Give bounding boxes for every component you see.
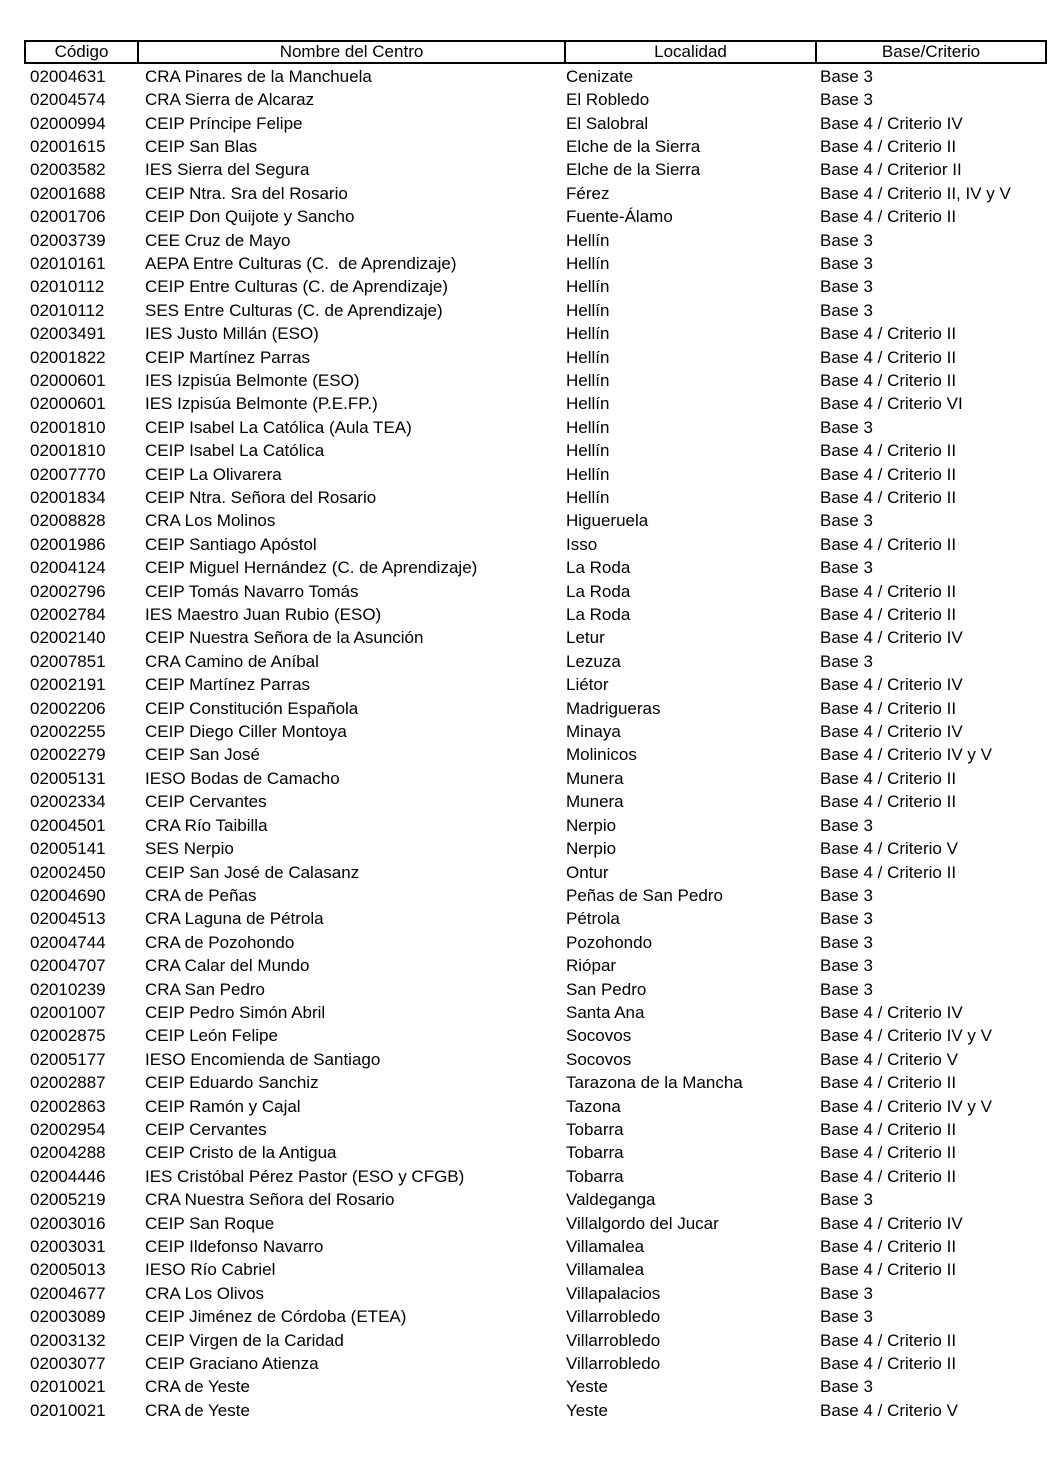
cell-base-criterio: Base 4 / Criterio II bbox=[820, 488, 957, 508]
cell-nombre-del-centro: IES Izpisúa Belmonte (P.E.FP.) bbox=[145, 394, 378, 414]
cell-base-criterio: Base 4 / Criterio II bbox=[820, 347, 957, 367]
cell-nombre-del-centro: CEIP Graciano Atienza bbox=[145, 1354, 319, 1374]
centers-table bbox=[24, 40, 1047, 1423]
table-row bbox=[24, 1071, 1047, 1094]
cell-codigo: 02001810 bbox=[30, 441, 106, 461]
cell-nombre-del-centro: AEPA Entre Culturas (C. de Aprendizaje) bbox=[145, 253, 457, 273]
cell-nombre-del-centro: CEIP Príncipe Felipe bbox=[145, 113, 303, 133]
table-header-row bbox=[24, 40, 1047, 64]
cell-nombre-del-centro: CEIP Martínez Parras bbox=[145, 675, 311, 695]
cell-base-criterio: Base 3 bbox=[820, 66, 873, 86]
table-row bbox=[24, 393, 1047, 416]
table-row bbox=[24, 346, 1047, 369]
cell-nombre-del-centro: IES Justo Millán (ESO) bbox=[145, 324, 319, 344]
cell-localidad: Pozohondo bbox=[566, 932, 653, 952]
cell-base-criterio: Base 3 bbox=[820, 1283, 873, 1303]
cell-codigo: 02002191 bbox=[30, 675, 106, 695]
cell-codigo: 02002887 bbox=[30, 1073, 106, 1093]
cell-nombre-del-centro: IESO Encomienda de Santiago bbox=[145, 1049, 381, 1069]
table-row bbox=[24, 954, 1047, 977]
cell-codigo: 02005141 bbox=[30, 839, 106, 859]
table-row bbox=[24, 931, 1047, 954]
cell-nombre-del-centro: CRA Calar del Mundo bbox=[145, 956, 310, 976]
cell-codigo: 02002875 bbox=[30, 1026, 106, 1046]
table-row bbox=[24, 627, 1047, 650]
cell-localidad: Hellín bbox=[566, 441, 610, 461]
table-row bbox=[24, 978, 1047, 1001]
cell-localidad: Liétor bbox=[566, 675, 609, 695]
cell-base-criterio: Base 4 / Criterio II bbox=[820, 1237, 957, 1257]
cell-nombre-del-centro: CEIP Miguel Hernández (C. de Aprendizaje) bbox=[145, 558, 478, 578]
cell-base-criterio: Base 4 / Criterio II bbox=[820, 324, 957, 344]
cell-nombre-del-centro: CEIP San José de Calasanz bbox=[145, 862, 360, 882]
cell-base-criterio: Base 4 / Criterio II bbox=[820, 1143, 957, 1163]
cell-codigo: 02002206 bbox=[30, 698, 106, 718]
cell-localidad: Hellín bbox=[566, 488, 610, 508]
cell-base-criterio: Base 4 / Criterio II bbox=[820, 441, 957, 461]
cell-nombre-del-centro: SES Entre Culturas (C. de Aprendizaje) bbox=[145, 300, 443, 320]
table-row bbox=[24, 369, 1047, 392]
cell-codigo: 02003739 bbox=[30, 230, 106, 250]
cell-base-criterio: Base 4 / Criterio IV bbox=[820, 628, 963, 648]
cell-localidad: Villarrobledo bbox=[566, 1307, 661, 1327]
table-row bbox=[24, 322, 1047, 345]
cell-nombre-del-centro: IES Izpisúa Belmonte (ESO) bbox=[145, 370, 360, 390]
cell-nombre-del-centro: CEIP Pedro Simón Abril bbox=[145, 1002, 326, 1022]
cell-base-criterio: Base 4 / Criterio IV bbox=[820, 1213, 963, 1233]
table-row bbox=[24, 674, 1047, 697]
cell-nombre-del-centro: CRA de Pozohondo bbox=[145, 932, 295, 952]
cell-codigo: 02003582 bbox=[30, 160, 106, 180]
cell-localidad: Hellín bbox=[566, 370, 610, 390]
cell-base-criterio: Base 4 / Criterio IV bbox=[820, 113, 963, 133]
cell-base-criterio: Base 4 / Criterio IV y V bbox=[820, 1026, 992, 1046]
cell-localidad: Socovos bbox=[566, 1026, 632, 1046]
table-row bbox=[24, 1165, 1047, 1188]
cell-base-criterio: Base 3 bbox=[820, 1307, 873, 1327]
cell-nombre-del-centro: CEIP Ntra. Sra del Rosario bbox=[145, 183, 348, 203]
cell-codigo: 02004744 bbox=[30, 932, 106, 952]
cell-nombre-del-centro: CRA San Pedro bbox=[145, 979, 266, 999]
cell-base-criterio: Base 4 / Criterio II bbox=[820, 534, 957, 554]
cell-localidad: El Robledo bbox=[566, 90, 650, 110]
cell-localidad: Madrigueras bbox=[566, 698, 661, 718]
cell-nombre-del-centro: SES Nerpio bbox=[145, 839, 234, 859]
cell-localidad: Peñas de San Pedro bbox=[566, 885, 723, 905]
cell-localidad: Tarazona de la Mancha bbox=[566, 1073, 743, 1093]
cell-nombre-del-centro: CEIP Eduardo Sanchiz bbox=[145, 1073, 319, 1093]
cell-localidad: Villamalea bbox=[566, 1260, 645, 1280]
cell-codigo: 02003077 bbox=[30, 1354, 106, 1374]
cell-base-criterio: Base 4 / Criterio II bbox=[820, 207, 957, 227]
cell-base-criterio: Base 4 / Criterio II bbox=[820, 605, 957, 625]
table-row bbox=[24, 650, 1047, 673]
cell-localidad: Férez bbox=[566, 183, 610, 203]
cell-base-criterio: Base 3 bbox=[820, 651, 873, 671]
cell-base-criterio: Base 3 bbox=[820, 956, 873, 976]
cell-nombre-del-centro: CEIP Constitución Española bbox=[145, 698, 359, 718]
cell-codigo: 02005219 bbox=[30, 1190, 106, 1210]
table-row bbox=[24, 1352, 1047, 1375]
cell-localidad: Munera bbox=[566, 768, 624, 788]
cell-localidad: La Roda bbox=[566, 605, 631, 625]
cell-codigo: 02004690 bbox=[30, 885, 106, 905]
cell-codigo: 02004501 bbox=[30, 815, 106, 835]
cell-codigo: 02001822 bbox=[30, 347, 106, 367]
cell-codigo: 02010021 bbox=[30, 1377, 106, 1397]
cell-localidad: La Roda bbox=[566, 581, 631, 601]
table-row bbox=[24, 1235, 1047, 1258]
cell-localidad: Nerpio bbox=[566, 839, 617, 859]
cell-base-criterio: Base 4 / Criterio II bbox=[820, 1260, 957, 1280]
cell-codigo: 02001986 bbox=[30, 534, 106, 554]
cell-nombre-del-centro: CRA Camino de Aníbal bbox=[145, 651, 319, 671]
header-localidad: Localidad bbox=[566, 42, 817, 62]
cell-base-criterio: Base 4 / Criterio II bbox=[820, 370, 957, 390]
cell-localidad: Villarrobledo bbox=[566, 1330, 661, 1350]
cell-base-criterio: Base 4 / Criterio II bbox=[820, 1119, 957, 1139]
cell-nombre-del-centro: CEIP Martínez Parras bbox=[145, 347, 311, 367]
table-row bbox=[24, 252, 1047, 275]
cell-base-criterio: Base 4 / Criterio II bbox=[820, 464, 957, 484]
table-row bbox=[24, 299, 1047, 322]
cell-nombre-del-centro: IES Maestro Juan Rubio (ESO) bbox=[145, 605, 382, 625]
table-body bbox=[24, 64, 1047, 1423]
header-codigo: Código bbox=[26, 42, 139, 62]
cell-base-criterio: Base 3 bbox=[820, 511, 873, 531]
cell-localidad: Elche de la Sierra bbox=[566, 160, 701, 180]
cell-codigo: 02004574 bbox=[30, 90, 106, 110]
cell-localidad: Tobarra bbox=[566, 1143, 624, 1163]
table-row bbox=[24, 767, 1047, 790]
cell-base-criterio: Base 4 / Criterio V bbox=[820, 1049, 958, 1069]
cell-localidad: Hellín bbox=[566, 464, 610, 484]
cell-base-criterio: Base 4 / Criterio II bbox=[820, 1073, 957, 1093]
cell-base-criterio: Base 4 / Criterio II bbox=[820, 768, 957, 788]
cell-nombre-del-centro: IES Cristóbal Pérez Pastor (ESO y CFGB) bbox=[145, 1166, 465, 1186]
cell-codigo: 02000601 bbox=[30, 394, 106, 414]
cell-nombre-del-centro: CEIP Ntra. Señora del Rosario bbox=[145, 488, 377, 508]
cell-nombre-del-centro: CEIP Tomás Navarro Tomás bbox=[145, 581, 359, 601]
cell-nombre-del-centro: CRA Nuestra Señora del Rosario bbox=[145, 1190, 395, 1210]
cell-nombre-del-centro: CRA Laguna de Pétrola bbox=[145, 909, 324, 929]
cell-base-criterio: Base 4 / Criterio II bbox=[820, 136, 957, 156]
cell-codigo: 02004631 bbox=[30, 66, 106, 86]
cell-base-criterio: Base 3 bbox=[820, 1377, 873, 1397]
cell-nombre-del-centro: CEIP Cervantes bbox=[145, 1119, 267, 1139]
table-row bbox=[24, 1048, 1047, 1071]
cell-nombre-del-centro: CEIP Santiago Apóstol bbox=[145, 534, 317, 554]
table-row bbox=[24, 1306, 1047, 1329]
cell-base-criterio: Base 4 / Criterio IV y V bbox=[820, 1096, 992, 1116]
table-row bbox=[24, 416, 1047, 439]
cell-nombre-del-centro: CEIP La Olivarera bbox=[145, 464, 282, 484]
cell-localidad: Munera bbox=[566, 792, 624, 812]
cell-localidad: Socovos bbox=[566, 1049, 632, 1069]
cell-base-criterio: Base 4 / Criterio IV bbox=[820, 675, 963, 695]
cell-codigo: 02000994 bbox=[30, 113, 106, 133]
table-row bbox=[24, 1259, 1047, 1282]
table-row bbox=[24, 533, 1047, 556]
cell-nombre-del-centro: CEIP Don Quijote y Sancho bbox=[145, 207, 355, 227]
cell-localidad: Cenizate bbox=[566, 66, 634, 86]
cell-codigo: 02003089 bbox=[30, 1307, 106, 1327]
table-row bbox=[24, 1282, 1047, 1305]
cell-codigo: 02001810 bbox=[30, 417, 106, 437]
cell-localidad: Hellín bbox=[566, 300, 610, 320]
cell-base-criterio: Base 4 / Criterio II bbox=[820, 1166, 957, 1186]
table-row bbox=[24, 1399, 1047, 1422]
cell-localidad: Hellín bbox=[566, 394, 610, 414]
table-row bbox=[24, 159, 1047, 182]
cell-base-criterio: Base 3 bbox=[820, 932, 873, 952]
table-row bbox=[24, 814, 1047, 837]
table-row bbox=[24, 88, 1047, 111]
cell-codigo: 02002279 bbox=[30, 745, 106, 765]
table-row bbox=[24, 1095, 1047, 1118]
table-row bbox=[24, 112, 1047, 135]
table-row bbox=[24, 580, 1047, 603]
table-row bbox=[24, 1376, 1047, 1399]
cell-localidad: Hellín bbox=[566, 347, 610, 367]
table-row bbox=[24, 276, 1047, 299]
cell-localidad: Tobarra bbox=[566, 1119, 624, 1139]
cell-localidad: Villarrobledo bbox=[566, 1354, 661, 1374]
cell-localidad: Villamalea bbox=[566, 1237, 645, 1257]
cell-localidad: Ontur bbox=[566, 862, 609, 882]
cell-base-criterio: Base 3 bbox=[820, 815, 873, 835]
table-row bbox=[24, 1118, 1047, 1141]
cell-localidad: Isso bbox=[566, 534, 598, 554]
cell-localidad: El Salobral bbox=[566, 113, 649, 133]
cell-localidad: Hellín bbox=[566, 324, 610, 344]
table-row bbox=[24, 1329, 1047, 1352]
table-row bbox=[24, 837, 1047, 860]
table-row bbox=[24, 1142, 1047, 1165]
cell-codigo: 02010161 bbox=[30, 253, 106, 273]
cell-codigo: 02008828 bbox=[30, 511, 106, 531]
cell-base-criterio: Base 4 / Criterio II bbox=[820, 581, 957, 601]
cell-base-criterio: Base 3 bbox=[820, 417, 873, 437]
cell-localidad: Fuente-Álamo bbox=[566, 207, 673, 227]
cell-codigo: 02005177 bbox=[30, 1049, 106, 1069]
cell-codigo: 02003031 bbox=[30, 1237, 106, 1257]
cell-base-criterio: Base 4 / Criterio II bbox=[820, 862, 957, 882]
cell-nombre-del-centro: IES Sierra del Segura bbox=[145, 160, 310, 180]
cell-codigo: 02004707 bbox=[30, 956, 106, 976]
cell-nombre-del-centro: CRA Los Molinos bbox=[145, 511, 276, 531]
cell-localidad: Tobarra bbox=[566, 1166, 624, 1186]
cell-localidad: Villalgordo del Jucar bbox=[566, 1213, 719, 1233]
cell-localidad: Hellín bbox=[566, 277, 610, 297]
table-row bbox=[24, 440, 1047, 463]
cell-codigo: 02002954 bbox=[30, 1119, 106, 1139]
cell-base-criterio: Base 4 / Criterio IV bbox=[820, 1002, 963, 1022]
cell-base-criterio: Base 3 bbox=[820, 230, 873, 250]
cell-localidad: Villapalacios bbox=[566, 1283, 661, 1303]
cell-codigo: 02002796 bbox=[30, 581, 106, 601]
cell-codigo: 02004124 bbox=[30, 558, 106, 578]
cell-base-criterio: Base 4 / Criterio V bbox=[820, 839, 958, 859]
cell-nombre-del-centro: CEIP Cristo de la Antigua bbox=[145, 1143, 337, 1163]
cell-codigo: 02002255 bbox=[30, 722, 106, 742]
cell-base-criterio: Base 4 / Criterio II bbox=[820, 1354, 957, 1374]
cell-base-criterio: Base 3 bbox=[820, 277, 873, 297]
cell-nombre-del-centro: CEIP Entre Culturas (C. de Aprendizaje) bbox=[145, 277, 448, 297]
cell-localidad: Yeste bbox=[566, 1377, 608, 1397]
cell-base-criterio: Base 3 bbox=[820, 909, 873, 929]
cell-localidad: Yeste bbox=[566, 1400, 608, 1420]
cell-localidad: Pétrola bbox=[566, 909, 620, 929]
table-row bbox=[24, 744, 1047, 767]
cell-codigo: 02010112 bbox=[30, 277, 105, 297]
cell-codigo: 02010021 bbox=[30, 1400, 106, 1420]
table-row bbox=[24, 486, 1047, 509]
cell-codigo: 02002140 bbox=[30, 628, 106, 648]
cell-nombre-del-centro: CEE Cruz de Mayo bbox=[145, 230, 291, 250]
cell-base-criterio: Base 3 bbox=[820, 979, 873, 999]
cell-nombre-del-centro: CEIP Isabel La Católica bbox=[145, 441, 325, 461]
cell-nombre-del-centro: CRA Río Taibilla bbox=[145, 815, 268, 835]
cell-nombre-del-centro: CEIP Diego Ciller Montoya bbox=[145, 722, 347, 742]
cell-base-criterio: Base 4 / Criterio II, IV y V bbox=[820, 183, 1011, 203]
cell-nombre-del-centro: CEIP Nuestra Señora de la Asunción bbox=[145, 628, 424, 648]
cell-base-criterio: Base 4 / Criterio II bbox=[820, 1330, 957, 1350]
cell-codigo: 02002863 bbox=[30, 1096, 106, 1116]
cell-localidad: Letur bbox=[566, 628, 605, 648]
cell-codigo: 02002784 bbox=[30, 605, 106, 625]
table-row bbox=[24, 884, 1047, 907]
cell-localidad: Nerpio bbox=[566, 815, 617, 835]
cell-localidad: Santa Ana bbox=[566, 1002, 645, 1022]
cell-nombre-del-centro: CEIP Ildefonso Navarro bbox=[145, 1237, 324, 1257]
cell-localidad: Tazona bbox=[566, 1096, 621, 1116]
table-row bbox=[24, 1001, 1047, 1024]
cell-base-criterio: Base 3 bbox=[820, 1190, 873, 1210]
table-row bbox=[24, 557, 1047, 580]
cell-codigo: 02002450 bbox=[30, 862, 106, 882]
cell-codigo: 02001615 bbox=[30, 136, 106, 156]
cell-localidad: Elche de la Sierra bbox=[566, 136, 701, 156]
cell-localidad: Riópar bbox=[566, 956, 617, 976]
cell-base-criterio: Base 3 bbox=[820, 885, 873, 905]
cell-codigo: 02007851 bbox=[30, 651, 106, 671]
table-row bbox=[24, 697, 1047, 720]
cell-base-criterio: Base 4 / Criterio II bbox=[820, 792, 957, 812]
cell-nombre-del-centro: CEIP Cervantes bbox=[145, 792, 267, 812]
cell-nombre-del-centro: CRA de Yeste bbox=[145, 1377, 250, 1397]
table-row bbox=[24, 463, 1047, 486]
cell-nombre-del-centro: CRA de Yeste bbox=[145, 1400, 250, 1420]
cell-codigo: 02001834 bbox=[30, 488, 106, 508]
cell-codigo: 02003016 bbox=[30, 1213, 106, 1233]
cell-base-criterio: Base 3 bbox=[820, 300, 873, 320]
cell-localidad: La Roda bbox=[566, 558, 631, 578]
table-row bbox=[24, 720, 1047, 743]
cell-localidad: Minaya bbox=[566, 722, 621, 742]
table-row bbox=[24, 1189, 1047, 1212]
cell-base-criterio: Base 4 / Criterio V bbox=[820, 1400, 958, 1420]
cell-base-criterio: Base 3 bbox=[820, 558, 873, 578]
cell-codigo: 02004446 bbox=[30, 1166, 106, 1186]
cell-nombre-del-centro: CRA Sierra de Alcaraz bbox=[145, 90, 315, 110]
cell-nombre-del-centro: CEIP Ramón y Cajal bbox=[145, 1096, 301, 1116]
cell-codigo: 02000601 bbox=[30, 370, 106, 390]
cell-localidad: San Pedro bbox=[566, 979, 647, 999]
cell-codigo: 02003132 bbox=[30, 1330, 106, 1350]
cell-base-criterio: Base 4 / Criterio VI bbox=[820, 394, 963, 414]
cell-codigo: 02005131 bbox=[30, 768, 106, 788]
cell-nombre-del-centro: CEIP San Blas bbox=[145, 136, 258, 156]
table-row bbox=[24, 65, 1047, 88]
table-row bbox=[24, 510, 1047, 533]
cell-nombre-del-centro: IESO Río Cabriel bbox=[145, 1260, 276, 1280]
cell-codigo: 02004288 bbox=[30, 1143, 106, 1163]
cell-codigo: 02003491 bbox=[30, 324, 106, 344]
cell-codigo: 02007770 bbox=[30, 464, 106, 484]
cell-codigo: 02010239 bbox=[30, 979, 106, 999]
table-row bbox=[24, 182, 1047, 205]
cell-base-criterio: Base 3 bbox=[820, 90, 873, 110]
table-row bbox=[24, 603, 1047, 626]
cell-base-criterio: Base 4 / Criterio II bbox=[820, 698, 957, 718]
cell-nombre-del-centro: CEIP Jiménez de Córdoba (ETEA) bbox=[145, 1307, 407, 1327]
cell-base-criterio: Base 4 / Criterio IV y V bbox=[820, 745, 992, 765]
table-row bbox=[24, 1025, 1047, 1048]
cell-nombre-del-centro: CRA de Peñas bbox=[145, 885, 257, 905]
cell-codigo: 02004513 bbox=[30, 909, 106, 929]
cell-codigo: 02001007 bbox=[30, 1002, 106, 1022]
table-row bbox=[24, 229, 1047, 252]
cell-codigo: 02004677 bbox=[30, 1283, 106, 1303]
cell-nombre-del-centro: CRA Pinares de la Manchuela bbox=[145, 66, 372, 86]
table-row bbox=[24, 205, 1047, 228]
header-base-criterio: Base/Criterio bbox=[881, 42, 981, 61]
cell-base-criterio: Base 4 / Criterio IV bbox=[820, 722, 963, 742]
cell-localidad: Lezuza bbox=[566, 651, 621, 671]
cell-nombre-del-centro: CEIP Isabel La Católica (Aula TEA) bbox=[145, 417, 412, 437]
table-row bbox=[24, 791, 1047, 814]
cell-nombre-del-centro: CRA Los Olivos bbox=[145, 1283, 265, 1303]
table-row bbox=[24, 908, 1047, 931]
cell-codigo: 02002334 bbox=[30, 792, 106, 812]
cell-codigo: 02005013 bbox=[30, 1260, 106, 1280]
cell-codigo: 02010112 bbox=[30, 300, 105, 320]
cell-base-criterio: Base 3 bbox=[820, 253, 873, 273]
cell-localidad: Molinicos bbox=[566, 745, 637, 765]
cell-codigo: 02001688 bbox=[30, 183, 106, 203]
table-row bbox=[24, 1212, 1047, 1235]
cell-localidad: Hellín bbox=[566, 253, 610, 273]
cell-localidad: Hellín bbox=[566, 417, 610, 437]
cell-nombre-del-centro: IESO Bodas de Camacho bbox=[145, 768, 340, 788]
cell-nombre-del-centro: CEIP San José bbox=[145, 745, 260, 765]
cell-codigo: 02001706 bbox=[30, 207, 106, 227]
cell-nombre-del-centro: CEIP San Roque bbox=[145, 1213, 275, 1233]
cell-nombre-del-centro: CEIP León Felipe bbox=[145, 1026, 278, 1046]
header-nombre-del-centro: Nombre del Centro bbox=[139, 42, 566, 62]
cell-localidad: Valdeganga bbox=[566, 1190, 656, 1210]
table-row bbox=[24, 861, 1047, 884]
cell-base-criterio: Base 4 / Criterior II bbox=[820, 160, 962, 180]
cell-nombre-del-centro: CEIP Virgen de la Caridad bbox=[145, 1330, 344, 1350]
table-row bbox=[24, 135, 1047, 158]
cell-localidad: Hellín bbox=[566, 230, 610, 250]
cell-localidad: Higueruela bbox=[566, 511, 649, 531]
